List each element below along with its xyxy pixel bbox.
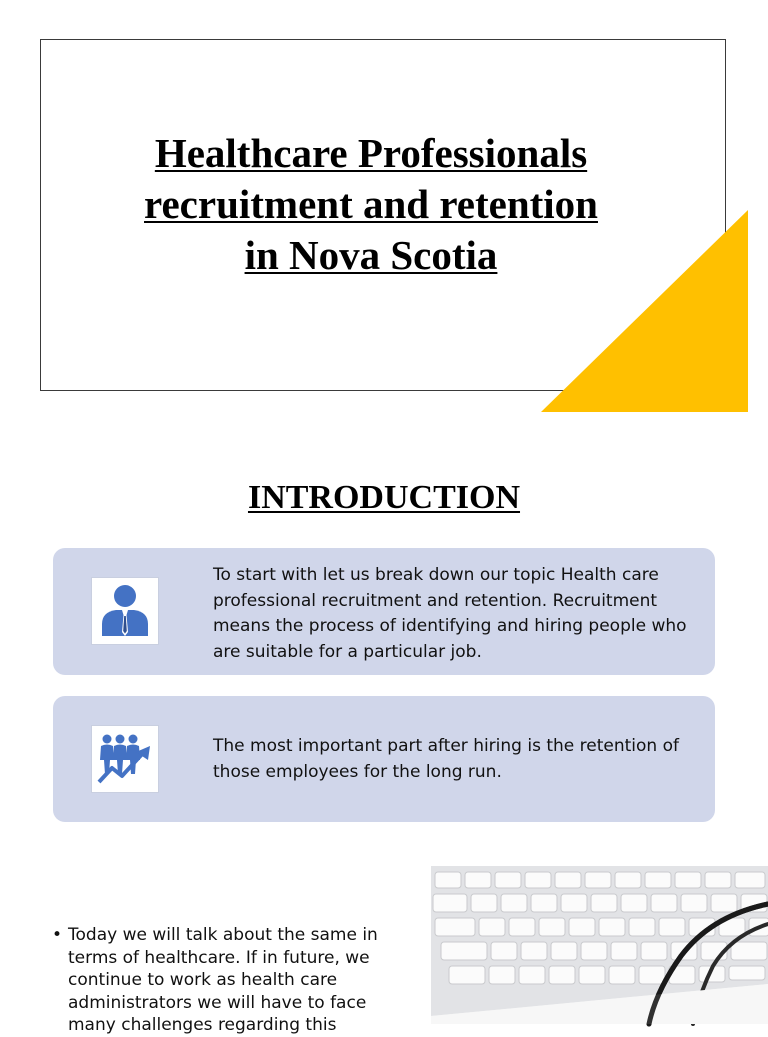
bullet-text: Today we will talk about the same in terms of healthcare. If in future, we continue to work as health care administrators we will have to face many challenges regarding this	[68, 925, 378, 1035]
bullet-symbol: •	[52, 925, 63, 945]
title-line-1: Healthcare Professionals	[154, 130, 588, 176]
title-line-3: in Nova Scotia	[244, 232, 498, 278]
title-line-2: recruitment and retention	[144, 181, 598, 227]
intro-card-retention	[53, 696, 715, 822]
introduction-heading: INTRODUCTION	[247, 479, 521, 516]
intro-card-text-1: To start with let us break down our topic Health care professional recruitment and retention. Recruitment means the process of identifying and hiring people who are suitable for a particular job.	[213, 565, 687, 662]
intro-card-recruitment	[53, 548, 715, 675]
title-slide	[0, 0, 768, 430]
bullet-list	[52, 924, 382, 1037]
bullet-item	[52, 924, 382, 1037]
intro-card-text-2: The most important part after hiring is the retention of those employees for the long run.	[213, 736, 679, 782]
healthcare-slide	[0, 850, 768, 1035]
introduction-slide	[0, 430, 768, 850]
businessman-icon	[91, 577, 159, 645]
team-growth-icon	[91, 725, 159, 793]
keyboard-stethoscope-photo	[431, 866, 768, 1024]
slide-title	[40, 128, 702, 281]
